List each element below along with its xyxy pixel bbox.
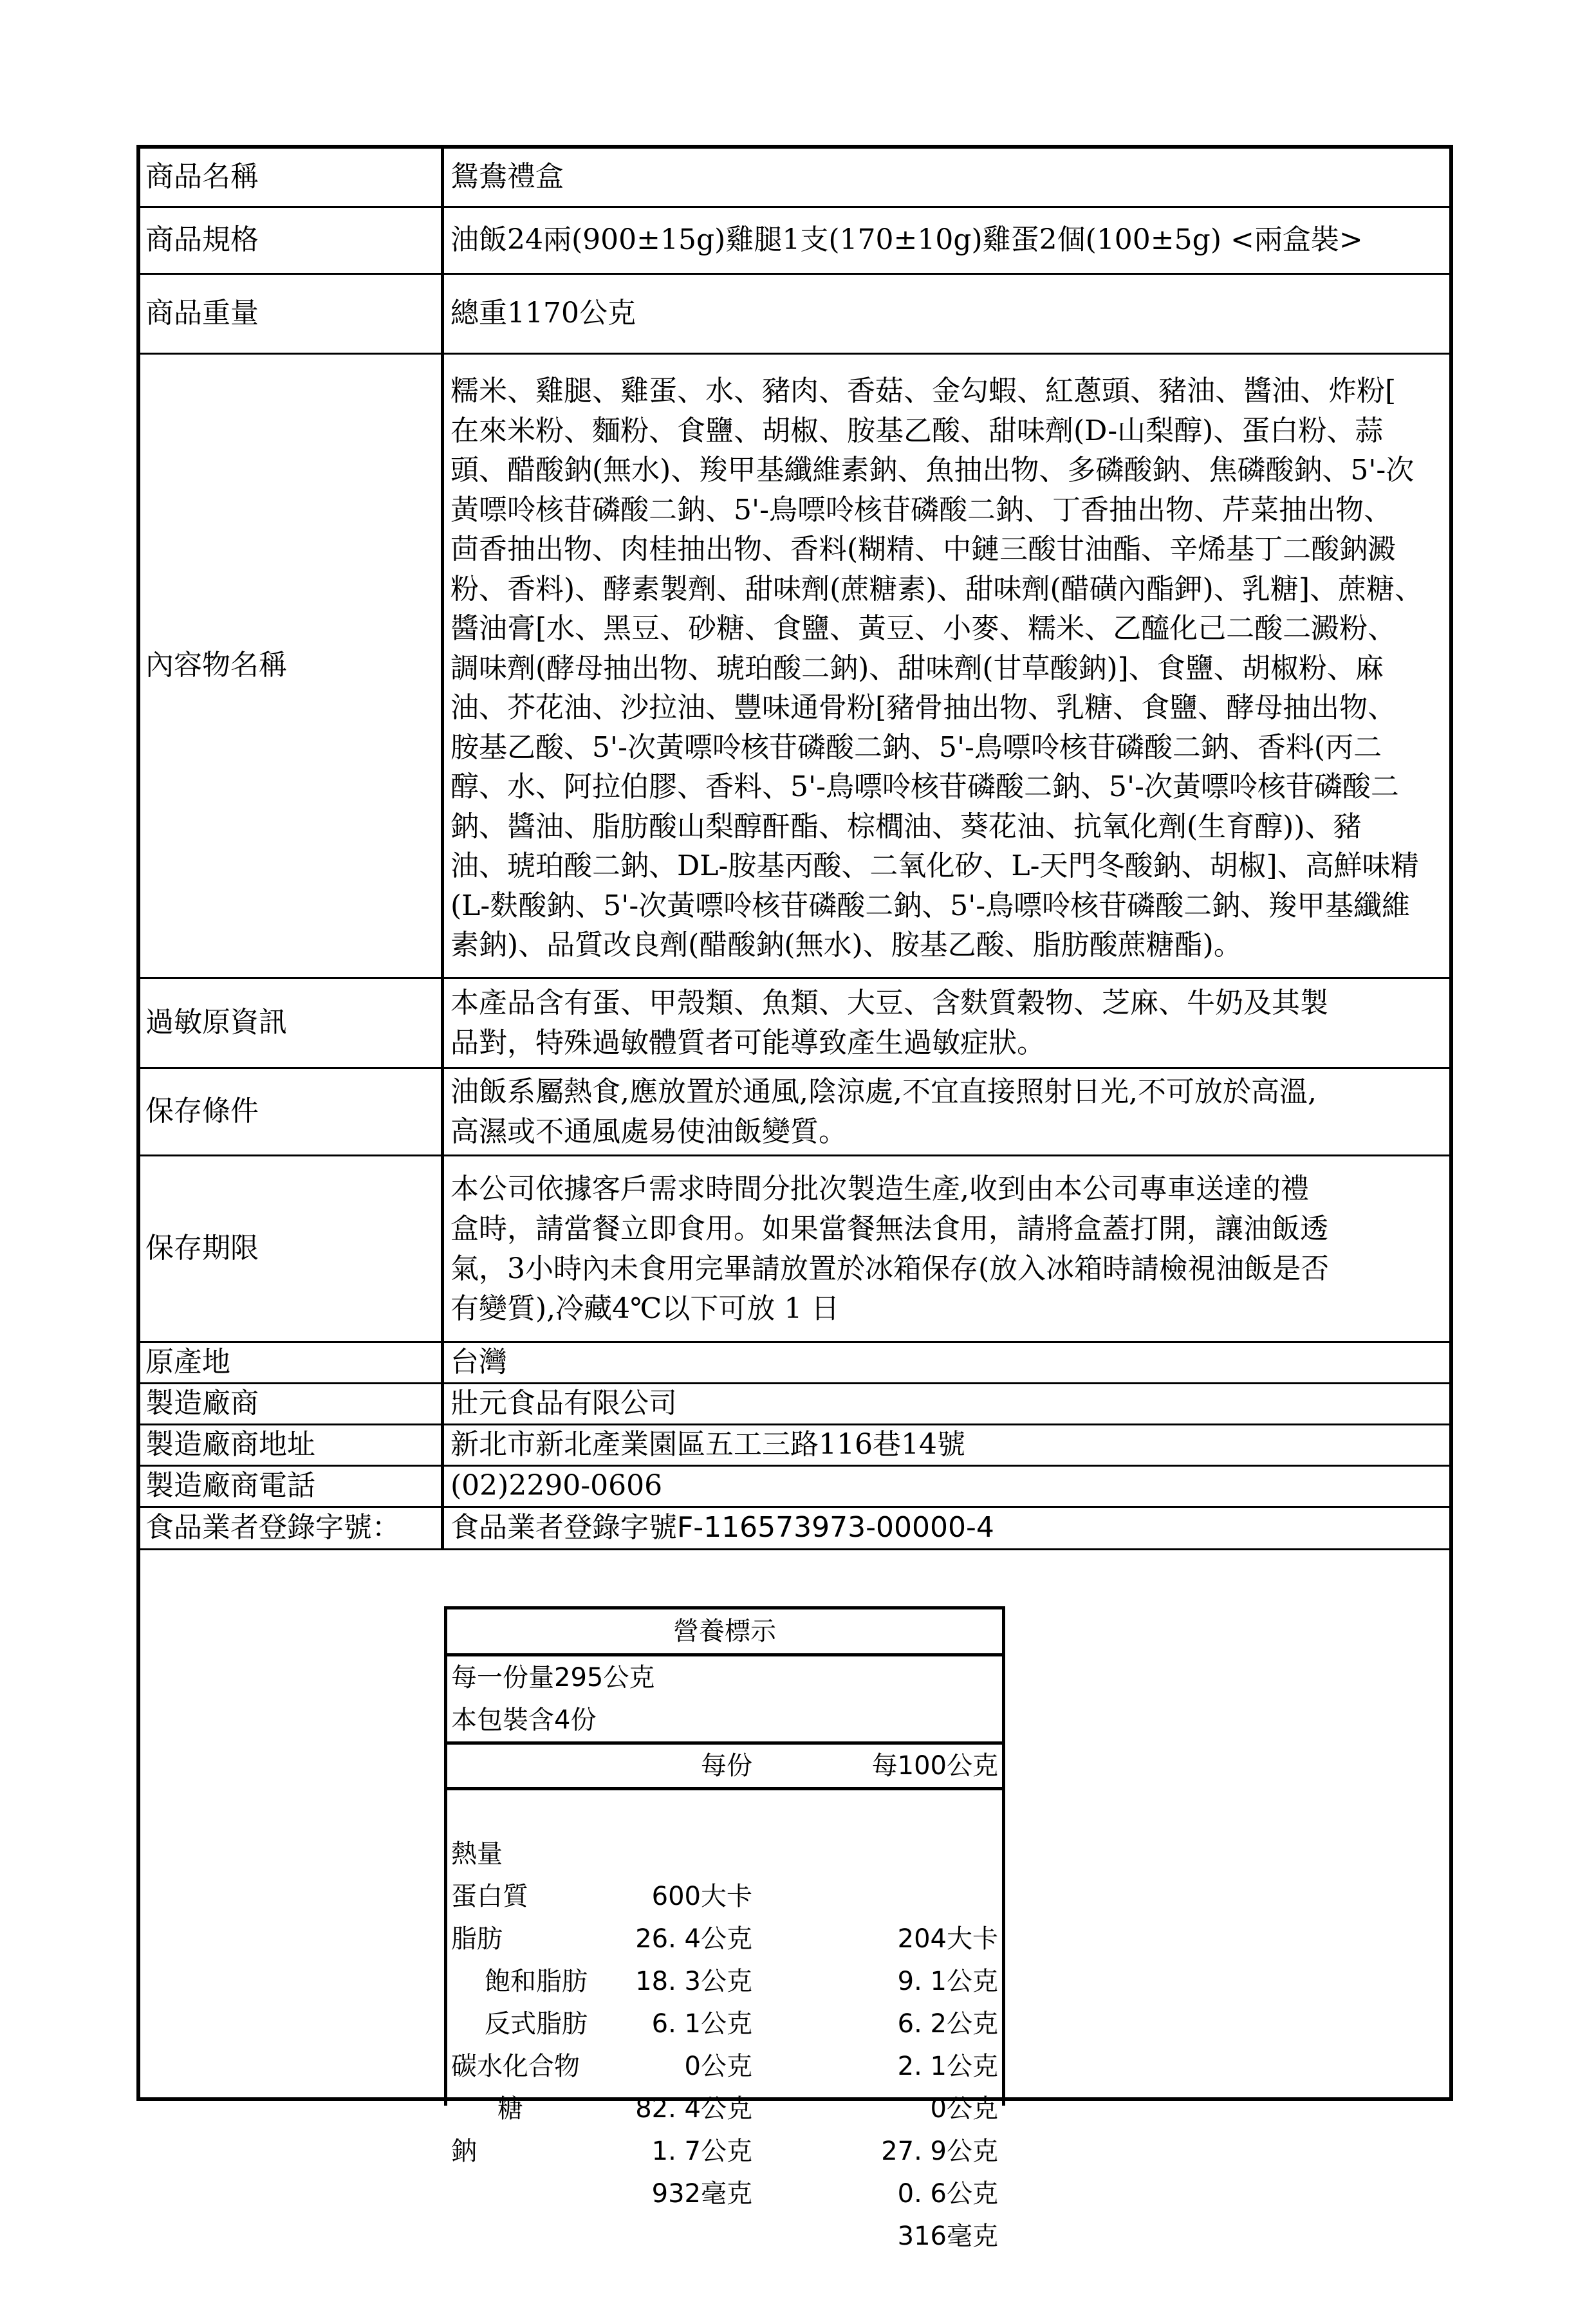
row-ingredients	[140, 355, 1449, 979]
nutrient-name: 飽和脂肪	[485, 1967, 588, 1996]
label-ingredients: 內容物名稱	[140, 355, 444, 977]
value-product-spec: 油飯24兩(900±15g)雞腿1支(170±10g)雞蛋2個(100±5g) <兩盒裝>	[450, 223, 1363, 257]
nutrient-per-100g: 6. 2公克	[897, 2009, 998, 2039]
ingredients-line: 素鈉)、品質改良劑(醋酸鈉(無水)、胺基乙酸、脂肪酸蔗糖酯)。	[450, 929, 1242, 961]
ingredients-line: 糯米、雞腿、雞蛋、水、豬肉、香菇、金勾蝦、紅蔥頭、豬油、醬油、炸粉[	[450, 375, 1396, 407]
servings-per-package: 本包裝含4份	[447, 1699, 1002, 1745]
nutrient-per-serving: 26. 4公克	[635, 1924, 752, 1954]
nutrient-name: 熱量	[451, 1839, 503, 1869]
nutrient-name: 蛋白質	[451, 1882, 528, 1911]
ingredients-line: 醬油膏[水、黑豆、砂糖、食鹽、黃豆、小麥、糯米、乙醯化己二酸二澱粉、	[450, 612, 1396, 645]
row-product-weight	[140, 275, 1449, 355]
nutrient-per-serving: 0公克	[684, 2052, 752, 2081]
product-label-sheet	[136, 145, 1453, 2251]
value-manufacturer-address: 新北市新北產業園區五工三路116巷14號	[450, 1428, 965, 1461]
ingredients-line: 調味劑(酵母抽出物、琥珀酸二鈉)、甜味劑(甘草酸鈉)]、食鹽、胡椒粉、麻	[450, 651, 1384, 685]
value-product-name: 鴛鴦禮盒	[450, 160, 564, 194]
shelf-line: 盒時，請當餐立即食用。如果當餐無法食用，請將盒蓋打開，讓油飯透	[450, 1212, 1328, 1245]
label-product-name: 商品名稱	[140, 149, 444, 206]
ingredients-line: 在來米粉、麵粉、食鹽、胡椒、胺基乙酸、甜味劑(D-山梨醇)、蛋白粉、蒜	[450, 414, 1384, 447]
row-allergen	[140, 979, 1449, 1069]
nutrient-per-serving: 6. 1公克	[651, 2009, 752, 2039]
row-manufacturer	[140, 1384, 1449, 1425]
nutrition-facts-table	[444, 1606, 1005, 2251]
nutrition-title: 營養標示	[447, 1609, 1002, 1656]
header-per-serving: 每份	[701, 1751, 752, 1781]
row-product-name	[140, 149, 1449, 208]
nutrient-per-100g: 0. 6公克	[897, 2179, 998, 2209]
value-shelf-life	[444, 1156, 1449, 1341]
ingredients-line: 鈉、醬油、脂肪酸山梨醇酐酯、棕櫚油、葵花油、抗氧化劑(生育醇))、豬	[450, 810, 1362, 843]
nutrient-name: 反式脂肪	[485, 2009, 588, 2039]
nutrient-name: 碳水化合物	[451, 2052, 580, 2081]
label-origin: 原產地	[140, 1343, 444, 1382]
nutrient-per-100g: 0公克	[930, 2094, 998, 2124]
shelf-line: 有變質),冷藏4℃以下可放 1 日	[450, 1292, 840, 1325]
allergen-line: 本產品含有蛋、甲殼類、魚類、大豆、含麩質穀物、芝麻、牛奶及其製	[450, 986, 1328, 1019]
nutrient-per-100g: 204大卡	[897, 1924, 998, 1954]
shelf-line: 本公司依據客戶需求時間分批次製造生產,收到由本公司專車送達的禮	[450, 1172, 1309, 1205]
nutrient-per-100g: 316毫克	[897, 2221, 998, 2251]
registration-number: F-116573973-00000-4	[677, 1511, 994, 1544]
value-storage	[444, 1069, 1449, 1155]
ingredients-line: 胺基乙酸、5'-次黃嘌呤核苷磷酸二鈉、5'-鳥嘌呤核苷磷酸二鈉、香料(丙二	[450, 730, 1382, 764]
header-per-100g: 每100公克	[871, 1751, 998, 1781]
row-registration	[140, 1508, 1449, 1550]
storage-line: 油飯系屬熱食,應放置於通風,陰涼處,不宜直接照射日光,不可放於高溫,	[450, 1075, 1317, 1108]
nutrition-column-headers	[447, 1745, 1002, 1790]
row-shelf-life	[140, 1156, 1449, 1343]
nutrient-per-serving: 1. 7公克	[651, 2137, 752, 2166]
label-shelf-life: 保存期限	[140, 1156, 444, 1341]
value-registration	[444, 1508, 1449, 1548]
nutrient-per-serving: 82. 4公克	[635, 2094, 752, 2124]
value-manufacturer: 壯元食品有限公司	[450, 1387, 677, 1420]
nutrient-per-serving: 932毫克	[651, 2179, 752, 2209]
shelf-line: 氣，3小時內未食用完畢請放置於冰箱保存(放入冰箱時請檢視油飯是否	[450, 1252, 1330, 1285]
value-origin: 台灣	[450, 1346, 507, 1379]
label-allergen: 過敏原資訊	[140, 979, 444, 1067]
row-storage	[140, 1069, 1449, 1156]
storage-line: 高濕或不通風處易使油飯變質。	[450, 1115, 847, 1148]
label-manufacturer: 製造廠商	[140, 1384, 444, 1424]
nutrient-name: 糖	[497, 2094, 523, 2124]
serving-size: 每一份量295公克	[451, 1663, 655, 1693]
row-manufacturer-phone	[140, 1467, 1449, 1508]
value-ingredients	[444, 355, 1449, 977]
label-product-weight: 商品重量	[140, 275, 444, 353]
row-manufacturer-address	[140, 1425, 1449, 1467]
ingredients-line: 粉、香料)、酵素製劑、甜味劑(蔗糖素)、甜味劑(醋磺內酯鉀)、乳糖]、蔗糖、	[450, 572, 1423, 606]
ingredients-line: 醇、水、阿拉伯膠、香料、5'-鳥嘌呤核苷磷酸二鈉、5'-次黃嘌呤核苷磷酸二	[450, 770, 1399, 803]
row-origin	[140, 1343, 1449, 1384]
value-manufacturer-phone: (02)2290-0606	[450, 1469, 663, 1503]
nutrient-name: 鈉	[451, 2137, 477, 2166]
row-product-spec	[140, 208, 1449, 275]
label-manufacturer-phone: 製造廠商電話	[140, 1467, 444, 1506]
ingredients-line: 油、琥珀酸二鈉、DL-胺基丙酸、二氧化矽、L-天門冬酸鈉、胡椒]、高鮮味精	[450, 849, 1419, 882]
nutrient-per-serving: 600大卡	[651, 1882, 752, 1911]
ingredients-line: 黃嘌呤核苷磷酸二鈉、5'-鳥嘌呤核苷磷酸二鈉、丁香抽出物、芹菜抽出物、	[450, 493, 1392, 526]
label-registration: 食品業者登錄字號：	[140, 1508, 444, 1548]
nutrient-per-serving: 18. 3公克	[635, 1967, 752, 1996]
ingredients-line: 油、芥花油、沙拉油、豐味通骨粉[豬骨抽出物、乳糖、食鹽、酵母抽出物、	[450, 691, 1396, 724]
ingredients-line: (L-麩酸鈉、5'-次黃嘌呤核苷磷酸二鈉、5'-鳥嘌呤核苷磷酸二鈉、羧甲基纖維	[450, 889, 1411, 922]
nutrient-per-100g: 2. 1公克	[897, 2052, 998, 2081]
label-product-spec: 商品規格	[140, 208, 444, 273]
value-product-weight: 總重1170公克	[450, 297, 636, 330]
label-storage: 保存條件	[140, 1069, 444, 1155]
ingredients-text	[450, 371, 1423, 965]
registration-prefix: 食品業者登錄字號	[450, 1511, 677, 1544]
value-allergen	[444, 979, 1449, 1067]
nutrient-per-100g: 9. 1公克	[897, 1967, 998, 1996]
nutrient-per-100g: 27. 9公克	[881, 2137, 998, 2166]
nutrient-name: 脂肪	[451, 1924, 503, 1954]
ingredients-line: 茴香抽出物、肉桂抽出物、香料(糊精、中鏈三酸甘油酯、辛烯基丁二酸鈉澱	[450, 533, 1396, 566]
allergen-line: 品對，特殊過敏體質者可能導致產生過敏症狀。	[450, 1026, 1045, 1059]
label-manufacturer-address: 製造廠商地址	[140, 1425, 444, 1465]
ingredients-line: 頭、醋酸鈉(無水)、羧甲基纖維素鈉、魚抽出物、多磷酸鈉、焦磷酸鈉、5'-次	[450, 454, 1415, 487]
